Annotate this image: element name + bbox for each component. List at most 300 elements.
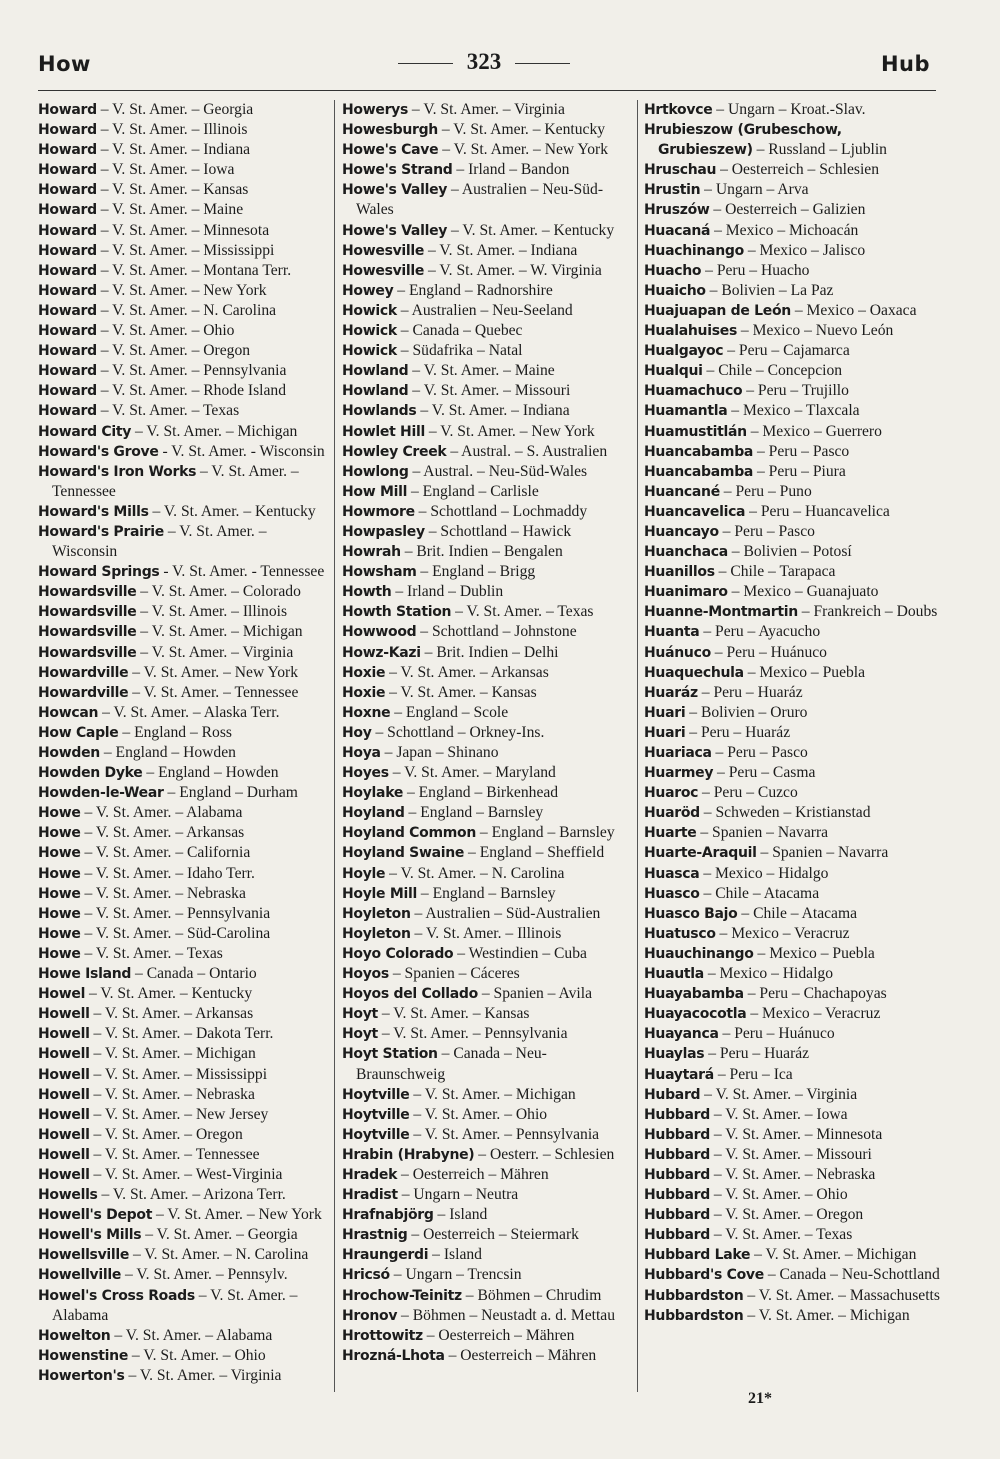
entry-place-name: Hoxie xyxy=(342,664,386,681)
entry-place-name: Hubbard xyxy=(644,1126,710,1143)
entry-location: – England – Barnsley xyxy=(416,884,556,902)
gazetteer-entry xyxy=(38,221,332,241)
gazetteer-entry xyxy=(644,1286,940,1306)
entry-place-name: Huancabamba xyxy=(644,463,754,480)
entry-place-name: Howell xyxy=(38,1006,90,1023)
gazetteer-entry xyxy=(342,1306,636,1326)
entry-location: – Australien – Neu-Süd-Wales xyxy=(356,181,604,219)
entry-location: – Schottland – Johnstone xyxy=(416,623,577,641)
entry-place-name: Hoyle xyxy=(342,865,386,882)
gazetteer-entry xyxy=(342,703,636,723)
entry-location: – V. St. Amer. – Maine xyxy=(408,362,555,380)
entry-place-name: Howard xyxy=(38,162,97,179)
gazetteer-entry xyxy=(38,964,332,984)
gazetteer-entry xyxy=(342,341,636,361)
gazetteer-entry xyxy=(644,542,940,562)
entry-location: – V. St. Amer. – Alaska Terr. xyxy=(98,703,280,721)
entry-place-name: Huayanca xyxy=(644,1026,719,1043)
entry-location: – England – Birkenhead xyxy=(403,784,559,802)
entry-location: – England – Radnorshire xyxy=(393,281,553,299)
entry-location: – V. St. Amer. – Arkansas xyxy=(80,824,245,842)
entry-location: – Ungarn – Kroat.-Slav. xyxy=(712,101,866,118)
entry-place-name: Huancabamba xyxy=(644,443,754,460)
entry-place-name: Howcan xyxy=(38,704,99,721)
gazetteer-entry xyxy=(644,723,940,743)
gazetteer-entry xyxy=(644,924,940,944)
gazetteer-entry xyxy=(644,442,940,462)
gazetteer-entry xyxy=(644,884,940,904)
entry-location: – Peru – Ica xyxy=(713,1065,793,1083)
entry-place-name: Huancané xyxy=(644,483,720,500)
entry-place-name: Howley Creek xyxy=(342,443,447,460)
gazetteer-entry xyxy=(342,261,636,281)
entry-location: – V. St. Amer. – Süd-Carolina xyxy=(80,924,271,942)
entry-location: – V. St. Amer. – Michigan xyxy=(743,1306,910,1324)
entry-location: – Mexico – Guanajuato xyxy=(727,583,879,601)
gazetteer-entry xyxy=(342,884,636,904)
entry-place-name: How Mill xyxy=(342,483,408,500)
entry-place-name: Howell's Depot xyxy=(38,1207,153,1224)
gazetteer-entry xyxy=(342,643,636,663)
entry-place-name: Howe xyxy=(38,865,81,882)
gazetteer-entry xyxy=(38,944,332,964)
entry-place-name: Howerys xyxy=(342,102,409,118)
entry-place-name: Huamantla xyxy=(644,403,728,420)
entry-location: – V. St. Amer. – Dakota Terr. xyxy=(89,1025,274,1043)
gazetteer-entry xyxy=(38,442,332,462)
entry-location: – V. St. Amer. – Arkansas xyxy=(89,1005,254,1023)
entry-location: – Mexico – Hidalgo xyxy=(699,864,829,882)
gazetteer-entry xyxy=(342,462,636,482)
entry-place-name: Hoyo Colorado xyxy=(342,945,454,962)
entry-place-name: Huanne-Montmartin xyxy=(644,604,798,621)
gazetteer-entry xyxy=(644,1085,940,1105)
gazetteer-entry xyxy=(342,1105,636,1125)
entry-place-name: Huasca xyxy=(644,865,700,882)
entry-place-name: Hubbard Lake xyxy=(644,1247,751,1264)
entry-place-name: Hubbard xyxy=(644,1166,710,1183)
entry-place-name: Hruszów xyxy=(644,202,710,219)
gazetteer-entry xyxy=(342,984,636,1004)
gazetteer-entry xyxy=(38,1065,332,1085)
entry-place-name: Hraungerdi xyxy=(342,1247,429,1264)
gazetteer-entry xyxy=(342,100,636,120)
entry-place-name: Howesburgh xyxy=(342,122,438,139)
entry-location: – Schottland – Orkney-Ins. xyxy=(371,723,545,741)
gazetteer-entry xyxy=(38,582,332,602)
gazetteer-entry xyxy=(38,1265,332,1285)
entry-location: – Oesterreich – Galizien xyxy=(709,201,866,219)
gazetteer-entry xyxy=(342,1185,636,1205)
entry-place-name: Hoxie xyxy=(342,684,386,701)
gazetteer-entry xyxy=(644,1065,940,1085)
gazetteer-entry xyxy=(644,622,940,642)
entry-place-name: Howard's Prairie xyxy=(38,523,164,540)
entry-location: – V. St. Amer. – Ohio xyxy=(96,322,235,340)
entry-location: – V. St. Amer. – Missouri xyxy=(408,382,571,400)
entry-place-name: Howard xyxy=(38,262,97,279)
entry-location: – England – Sheffield xyxy=(464,844,605,862)
column-separator xyxy=(334,100,335,1392)
entry-location: – Mexico – Guerrero xyxy=(746,422,882,440)
gazetteer-entry xyxy=(342,241,636,261)
entry-location: – Oesterreich – Schlesien xyxy=(716,161,880,179)
gazetteer-entry xyxy=(644,1205,940,1225)
entry-location: – V. St. Amer. – Alabama xyxy=(52,1286,298,1324)
entry-place-name: Huarte-Araquil xyxy=(644,845,757,862)
gazetteer-entry xyxy=(342,1265,636,1285)
entry-place-name: Hoyt xyxy=(342,1026,378,1043)
gazetteer-entry xyxy=(38,1225,332,1245)
entry-location: – V. St. Amer. – Arkansas xyxy=(385,663,549,681)
entry-place-name: Howe's Valley xyxy=(342,182,448,199)
gazetteer-entry xyxy=(38,401,332,421)
gazetteer-entry xyxy=(342,1145,636,1165)
entry-location: – V. St. Amer. – Tennessee xyxy=(128,683,299,701)
entry-place-name: Howerton's xyxy=(38,1367,125,1384)
gazetteer-entry xyxy=(342,622,636,642)
entry-place-name: Huayacocotla xyxy=(644,1006,747,1023)
entry-place-name: Howard xyxy=(38,242,97,259)
entry-place-name: Huachinango xyxy=(644,242,744,259)
entry-place-name: Howelton xyxy=(38,1327,111,1344)
entry-place-name: Hoyle Mill xyxy=(342,885,417,902)
gazetteer-entry xyxy=(644,1004,940,1024)
entry-place-name: Howlong xyxy=(342,463,409,480)
gazetteer-entry xyxy=(38,1326,332,1346)
gazetteer-entry xyxy=(644,1024,940,1044)
entry-location: – V. St. Amer. – N. Carolina xyxy=(385,864,565,882)
gazetteer-entry xyxy=(342,783,636,803)
entry-place-name: Huaylas xyxy=(644,1046,705,1063)
entry-location: – V. St. Amer. – Maryland xyxy=(388,764,556,782)
gazetteer-entry xyxy=(38,1004,332,1024)
gazetteer-entry xyxy=(644,904,940,924)
gazetteer-entry xyxy=(644,120,940,160)
entry-place-name: Howlands xyxy=(342,403,417,420)
entry-location: – V. St. Amer. – Montana Terr. xyxy=(96,261,292,279)
entry-place-name: Huanimaro xyxy=(644,584,728,601)
entry-location: – Mexico – Puebla xyxy=(753,944,875,962)
entry-place-name: Hoyos xyxy=(342,966,389,983)
gazetteer-entry xyxy=(38,301,332,321)
entry-place-name: Howells xyxy=(38,1187,98,1204)
entry-location: – Peru – Huancavelica xyxy=(745,502,890,520)
gazetteer-entry xyxy=(644,864,940,884)
entry-place-name: Howell's Mills xyxy=(38,1227,142,1244)
entry-place-name: Howell xyxy=(38,1166,90,1183)
entry-place-name: Huatusco xyxy=(644,925,716,942)
entry-location: – Mexico – Oaxaca xyxy=(790,301,917,319)
entry-place-name: Hualqui xyxy=(644,363,703,380)
entry-place-name: Huayabamba xyxy=(644,986,744,1003)
entry-place-name: Howard xyxy=(38,222,97,239)
entry-place-name: Howenstine xyxy=(38,1347,129,1364)
gazetteer-entry xyxy=(38,1205,332,1225)
entry-place-name: Howardsville xyxy=(38,624,137,641)
entry-place-name: Hubard xyxy=(644,1086,701,1103)
gazetteer-entry xyxy=(342,321,636,341)
entry-place-name: Howsham xyxy=(342,564,417,581)
entry-place-name: Howth xyxy=(342,584,392,601)
entry-location: – Island xyxy=(428,1246,482,1264)
entry-place-name: Hoyes xyxy=(342,765,389,782)
entry-location: – Peru – Huacho xyxy=(701,261,810,279)
entry-location: – Peru – Cuzco xyxy=(698,784,798,802)
entry-location: – V. St. Amer. – Kentucky xyxy=(437,121,606,139)
entry-location: – V. St. Amer. – Mississippi xyxy=(89,1065,268,1083)
entry-place-name: Huacho xyxy=(644,262,702,279)
signature-mark: 21* xyxy=(748,1390,772,1407)
entry-location: – Spanien – Navarra xyxy=(756,844,889,862)
gazetteer-entry xyxy=(644,582,940,602)
gazetteer-entry xyxy=(644,221,940,241)
entry-place-name: Howardsville xyxy=(38,604,137,621)
entry-location: – V. St. Amer. – Nebraska xyxy=(89,1085,255,1103)
gazetteer-entry xyxy=(38,562,332,582)
gazetteer-entry xyxy=(342,1004,636,1024)
gazetteer-entry xyxy=(644,1306,940,1326)
entry-place-name: Howe's Cave xyxy=(342,142,439,159)
gazetteer-entry xyxy=(342,361,636,381)
entry-place-name: Hubbard xyxy=(644,1106,710,1123)
entry-location: – V. St. Amer. – Idaho Terr. xyxy=(80,864,255,882)
entry-location: – V. St. Amer. – Iowa xyxy=(710,1105,848,1123)
entry-location: – V. St. Amer. – Massachusetts xyxy=(743,1286,940,1304)
gazetteer-entry xyxy=(644,663,940,683)
entry-place-name: Hoyos del Collado xyxy=(342,986,478,1003)
entry-place-name: Howard xyxy=(38,343,97,360)
entry-place-name: Huajuapan de León xyxy=(644,302,791,319)
gazetteer-entry xyxy=(644,743,940,763)
entry-location: – Böhmen – Chrudim xyxy=(461,1286,602,1304)
gazetteer-entry xyxy=(644,602,940,622)
entry-location: – V. St. Amer. – Kansas xyxy=(96,181,249,199)
entry-place-name: Howardville xyxy=(38,684,129,701)
entry-place-name: Howard xyxy=(38,102,97,118)
entry-place-name: Howz-Kazi xyxy=(342,644,421,661)
gazetteer-entry xyxy=(342,1044,636,1084)
page-header xyxy=(38,49,930,88)
entry-place-name: Howe xyxy=(38,805,81,822)
entry-place-name: Huánuco xyxy=(644,644,711,661)
entry-place-name: Howe xyxy=(38,825,81,842)
entry-location: – Canada – Neu-Schottland xyxy=(763,1266,940,1284)
gazetteer-entry xyxy=(38,261,332,281)
entry-place-name: Howmore xyxy=(342,503,415,520)
entry-location: – Peru – Trujillo xyxy=(742,382,849,400)
column-3 xyxy=(644,100,940,1400)
entry-location: – Ungarn – Neutra xyxy=(397,1186,519,1204)
gazetteer-entry xyxy=(644,241,940,261)
entry-location: – Oesterreich – Mähren xyxy=(422,1326,575,1344)
entry-place-name: Howard xyxy=(38,282,97,299)
gazetteer-entry xyxy=(38,140,332,160)
entry-location: - V. St. Amer. - Tennessee xyxy=(159,563,325,581)
entry-location: – Spanien – Avila xyxy=(477,985,593,1003)
entry-location: – V. St. Amer. – West-Virginia xyxy=(89,1165,283,1183)
entry-place-name: Hrtkovce xyxy=(644,102,713,118)
entry-location: – England – Howden xyxy=(99,744,236,761)
entry-location: – Bolivien – Potosí xyxy=(727,543,852,561)
entry-location: – Peru – Pasco xyxy=(753,442,850,460)
entry-place-name: Huanta xyxy=(644,624,700,641)
entry-location: – V. St. Amer. – Alabama xyxy=(80,804,243,822)
gazetteer-entry xyxy=(342,502,636,522)
entry-place-name: Huacaná xyxy=(644,222,711,239)
entry-place-name: Huancayo xyxy=(644,523,719,540)
entry-place-name: Howard's Mills xyxy=(38,503,149,520)
entry-location: – Peru – Pasco xyxy=(711,744,808,761)
entry-place-name: Howard xyxy=(38,383,97,400)
gazetteer-entry xyxy=(342,964,636,984)
entry-place-name: Howel's Cross Roads xyxy=(38,1287,195,1304)
entry-location: – V. St. Amer. – Tennessee xyxy=(89,1145,260,1163)
gazetteer-entry xyxy=(644,422,940,442)
entry-place-name: Hoya xyxy=(342,745,381,761)
gazetteer-entry xyxy=(38,663,332,683)
entry-place-name: Huasco xyxy=(644,885,700,902)
entry-place-name: Hubbard's Cove xyxy=(644,1267,764,1284)
gazetteer-entry xyxy=(644,763,940,783)
entry-place-name: Hoyleton xyxy=(342,925,411,942)
entry-place-name: Howardsville xyxy=(38,644,137,661)
entry-location: – V. St. Amer. – Indiana xyxy=(424,241,578,259)
entry-location: – V. St. Amer. – Pennsylvania xyxy=(377,1025,568,1043)
gazetteer-entry xyxy=(342,281,636,301)
gazetteer-entry xyxy=(38,1185,332,1205)
entry-location: – Mexico – Veracruz xyxy=(746,1005,881,1023)
gazetteer-entry xyxy=(38,1105,332,1125)
entry-place-name: Huarte xyxy=(644,825,697,842)
entry-place-name: Howard's Grove xyxy=(38,443,159,460)
entry-location: – Spanien – Navarra xyxy=(696,824,829,842)
entry-place-name: Howe's Valley xyxy=(342,222,448,239)
gazetteer-entry xyxy=(644,1185,940,1205)
entry-location: – Chile – Tarapaca xyxy=(714,563,836,581)
entry-location: – V. St. Amer. – Georgia xyxy=(141,1226,298,1244)
entry-location: – V. St. Amer. – Rhode Island xyxy=(96,382,287,400)
gazetteer-entry xyxy=(342,120,636,140)
entry-location: – Peru – Huaráz xyxy=(697,683,803,701)
entry-place-name: Howell xyxy=(38,1026,90,1043)
entry-place-name: Hrabin (Hrabyne) xyxy=(342,1146,475,1163)
entry-location: – V. St. Amer. – Ohio xyxy=(409,1105,548,1123)
entry-location: – V. St. Amer. – New York xyxy=(438,141,608,159)
entry-place-name: Huasco Bajo xyxy=(644,905,738,922)
entry-location: – V. St. Amer. – Missouri xyxy=(710,1145,872,1163)
entry-place-name: Huaquechula xyxy=(644,664,744,681)
entry-place-name: Howwood xyxy=(342,624,417,641)
entry-location: – Peru – Ayacucho xyxy=(699,623,821,641)
entry-place-name: Hoylake xyxy=(342,785,404,802)
entry-location: – V. St. Amer. – New York xyxy=(128,663,299,681)
entry-location: – V. St. Amer. – Michigan xyxy=(89,1045,256,1063)
entry-location: – Spanien – Cáceres xyxy=(388,965,520,983)
entry-location: – Australien – Neu-Seeland xyxy=(396,301,573,319)
entry-location: – V. St. Amer. – Pennsylv. xyxy=(121,1266,288,1284)
entry-place-name: Huanillos xyxy=(644,564,715,581)
entry-place-name: Hoyland Common xyxy=(342,825,477,842)
entry-place-name: Howell xyxy=(38,1126,90,1143)
entry-location: – Mexico – Hidalgo xyxy=(703,965,833,983)
entry-location: – England – Howden xyxy=(142,764,279,782)
entry-place-name: Huaytará xyxy=(644,1066,714,1083)
entry-place-name: Hrubieszow (Grubeschow, Grubieszew) xyxy=(644,122,842,159)
entry-place-name: Hrochow-Teinitz xyxy=(342,1287,462,1304)
gazetteer-entry xyxy=(38,321,332,341)
entry-location: – England – Barnsley xyxy=(476,824,615,842)
gazetteer-entry xyxy=(644,341,940,361)
entry-location: – Peru – Puno xyxy=(719,482,812,500)
entry-location: – England – Carlisle xyxy=(407,482,539,500)
gazetteer-entry xyxy=(342,442,636,462)
entry-location: – V. St. Amer. – Oregon xyxy=(710,1206,864,1224)
entry-location: – Brit. Indien – Bengalen xyxy=(400,543,563,561)
gazetteer-entry xyxy=(644,160,940,180)
entry-place-name: Huarmey xyxy=(644,765,714,782)
gazetteer-entry xyxy=(644,401,940,421)
gazetteer-entry xyxy=(644,643,940,663)
header-rule xyxy=(38,90,936,91)
entry-place-name: Huanchaca xyxy=(644,544,728,561)
gazetteer-entry xyxy=(38,1366,332,1386)
entry-location: – Mexico – Tlaxcala xyxy=(727,402,860,420)
gazetteer-entry xyxy=(644,1245,940,1265)
gazetteer-entry xyxy=(342,1024,636,1044)
entry-location: – Peru – Casma xyxy=(713,764,816,782)
entry-place-name: Howell xyxy=(38,1066,90,1083)
gazetteer-entry xyxy=(644,1225,940,1245)
entry-place-name: Howe xyxy=(38,885,81,902)
entry-location: – Russland – Ljublin xyxy=(752,141,887,159)
gazetteer-entry xyxy=(342,1326,636,1346)
entry-place-name: Howard's Iron Works xyxy=(38,463,197,480)
entry-location: – V. St. Amer. – Wisconsin xyxy=(52,522,267,561)
entry-location: – Peru – Piura xyxy=(753,462,846,480)
entry-location: – England – Barnsley xyxy=(404,804,544,822)
entry-place-name: Hualahuises xyxy=(644,323,737,340)
entry-place-name: Hubbardston xyxy=(644,1287,744,1304)
entry-location: – Canada – Ontario xyxy=(131,965,257,983)
entry-place-name: Howlet Hill xyxy=(342,423,425,440)
entry-location: – V. St. Amer. – Colorado xyxy=(136,583,301,601)
gazetteer-entry xyxy=(342,763,636,783)
entry-place-name: Howland xyxy=(342,363,409,380)
entry-place-name: Hubbard xyxy=(644,1207,710,1224)
gazetteer-entry xyxy=(644,1105,940,1125)
entry-place-name: Howell xyxy=(38,1086,90,1103)
gazetteer-entry xyxy=(38,180,332,200)
gazetteer-entry xyxy=(38,783,332,803)
entry-place-name: Howden xyxy=(38,745,100,761)
entry-location: – Chile – Atacama xyxy=(699,884,820,902)
entry-place-name: Howard xyxy=(38,403,97,420)
gazetteer-entry xyxy=(38,843,332,863)
entry-place-name: Huariaca xyxy=(644,745,712,761)
entry-place-name: Howesville xyxy=(342,242,425,259)
gazetteer-entry xyxy=(342,924,636,944)
gazetteer-entry xyxy=(342,422,636,442)
entry-location: – Schottland – Hawick xyxy=(424,522,572,540)
gazetteer-entry xyxy=(644,100,940,120)
entry-location: – V. St. Amer. – Virginia xyxy=(700,1085,858,1103)
entry-location: – V. St. Amer. – Arizona Terr. xyxy=(97,1186,286,1204)
entry-location: – Frankreich – Doubs xyxy=(797,603,938,621)
entry-place-name: Howell xyxy=(38,1106,90,1123)
entry-place-name: Hoyleton xyxy=(342,905,411,922)
gazetteer-entry xyxy=(38,924,332,944)
